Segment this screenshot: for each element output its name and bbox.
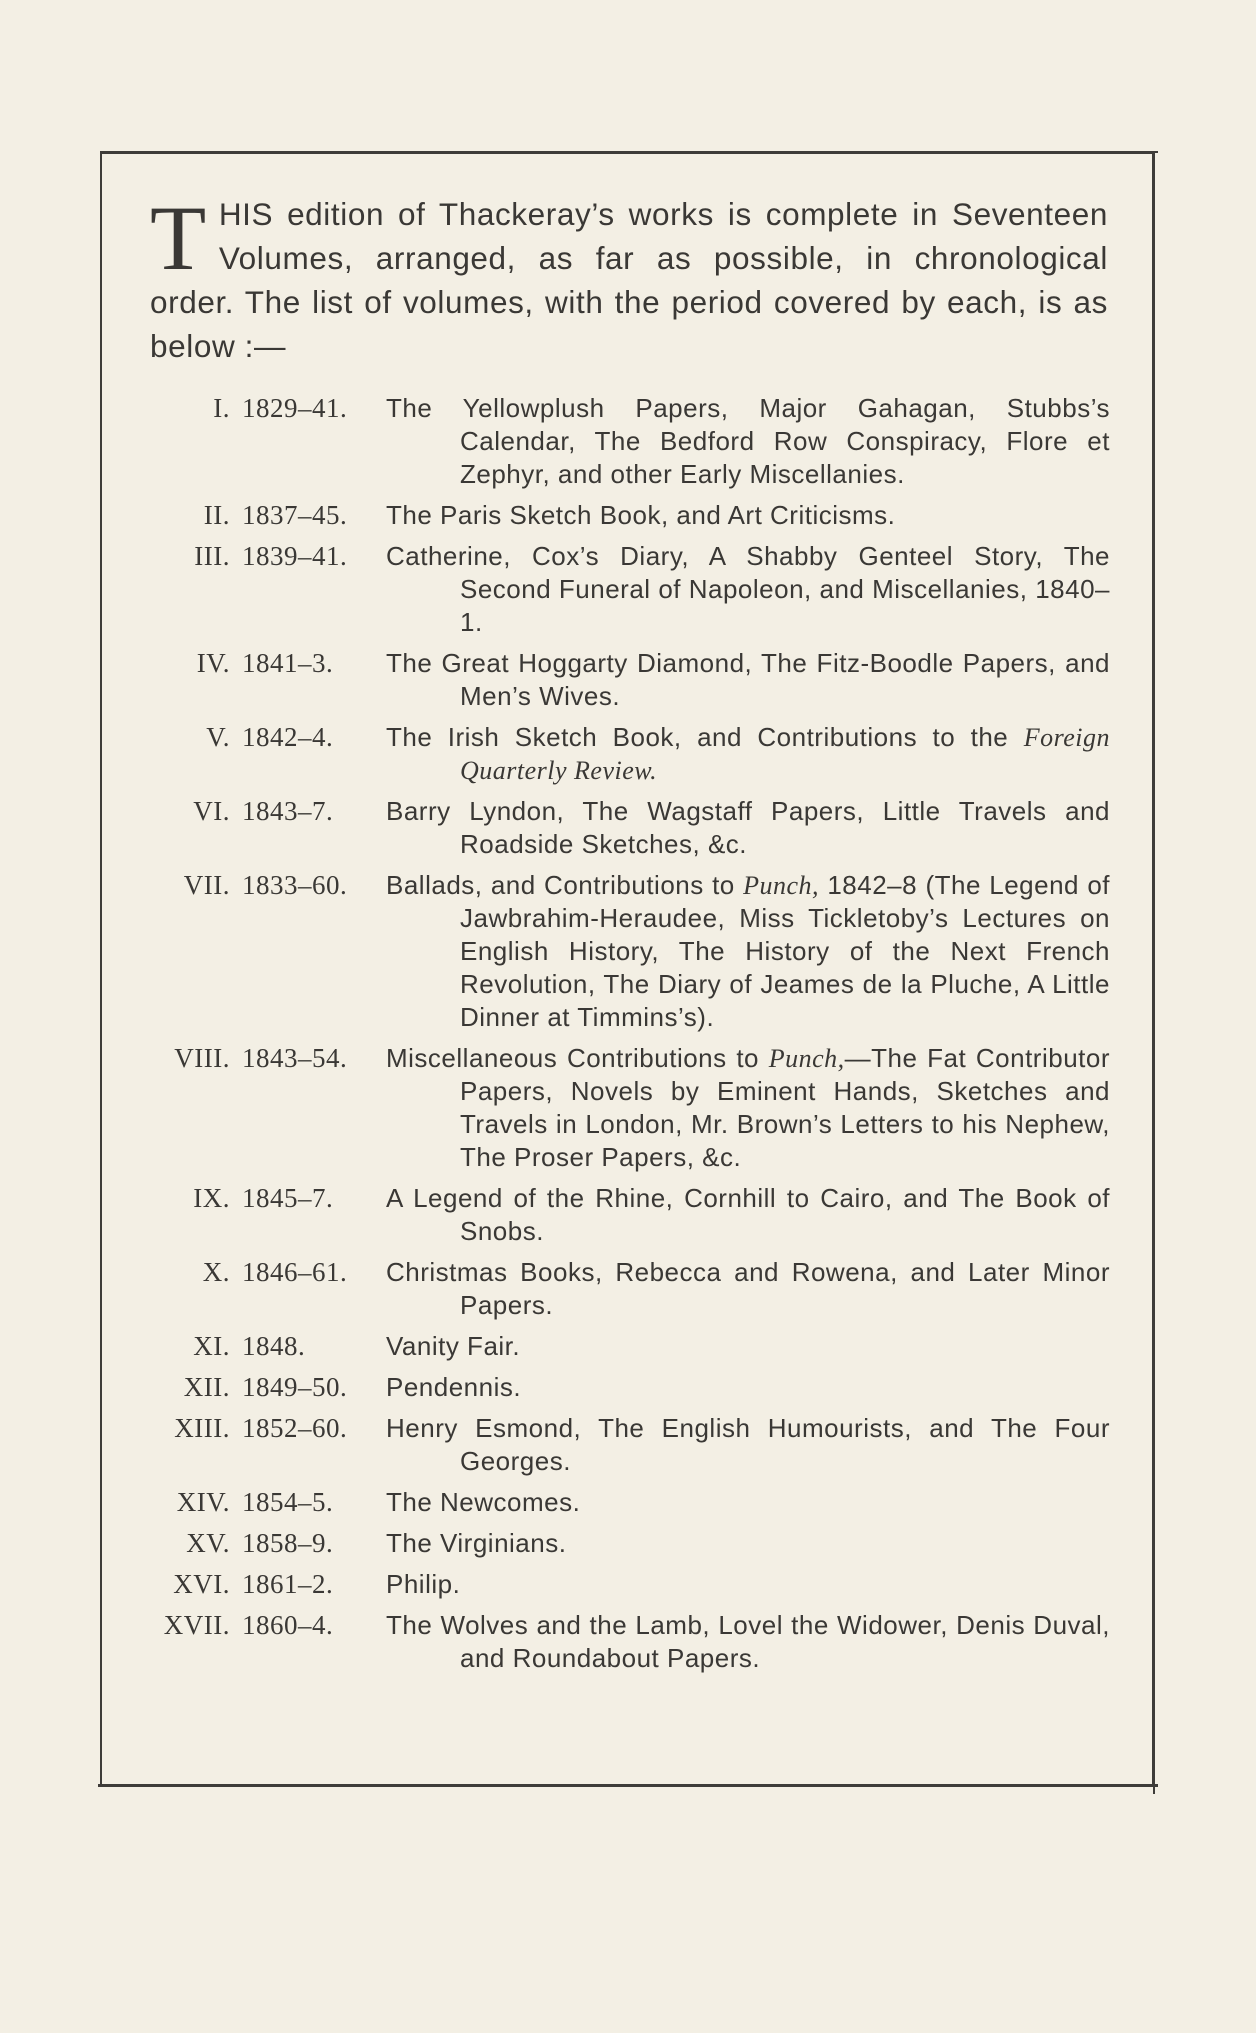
volume-number: XIII. [174, 1413, 230, 1443]
volume-entry [150, 1609, 1110, 1675]
intro-text: HIS edition of Thackeray’s works is complete in Seventeen Volumes, arranged, as far as possible, in chronological order. The list of volumes, with the period covered by each, is as below :— [150, 196, 1108, 364]
volume-contents [386, 1527, 1110, 1560]
volume-text: Pendennis. [386, 1372, 522, 1402]
volume-list [150, 392, 1110, 1683]
volume-number: I. [213, 393, 230, 423]
intro-paragraph [150, 187, 1108, 368]
volume-number: XI. [193, 1331, 230, 1361]
volume-entry [150, 1371, 1110, 1404]
volume-years: 1829–41. [242, 393, 348, 423]
volume-contents [386, 1256, 1110, 1322]
volume-contents [386, 1371, 1110, 1404]
volume-contents [386, 1330, 1110, 1363]
volume-entry [150, 869, 1110, 1034]
volume-years: 1842–4. [242, 722, 334, 752]
volume-entry [150, 647, 1110, 713]
volume-years: 1837–45. [242, 500, 348, 530]
volume-text: The Wolves and the Lamb, Lovel the Widower, Denis Duval, and Roundabout Papers. [386, 1610, 1110, 1673]
volume-entry [150, 1330, 1110, 1363]
volume-years: 1860–4. [242, 1610, 334, 1640]
volume-years: 1854–5. [242, 1487, 334, 1517]
volume-contents [386, 869, 1110, 1034]
volume-years: 1843–7. [242, 796, 334, 826]
volume-number: XV. [186, 1528, 230, 1558]
volume-italic-title: Foreign Quarterly Review. [460, 723, 1110, 785]
volume-entry [150, 1412, 1110, 1478]
volume-years: 1843–54. [242, 1043, 348, 1073]
volume-entry [150, 1568, 1110, 1601]
volume-text: The Virginians. [386, 1528, 567, 1558]
volume-entry [150, 392, 1110, 491]
volume-text: Miscellaneous Contributions to [386, 1043, 769, 1073]
volume-years: 1861–2. [242, 1569, 334, 1599]
volume-number: III. [194, 541, 230, 571]
volume-text: Christmas Books, Rebecca and Rowena, and Later Minor Papers. [386, 1257, 1110, 1320]
volume-text: Vanity Fair. [386, 1331, 521, 1361]
volume-text: The Yellowplush Papers, Major Gahagan, Stubbs’s Calendar, The Bedford Row Conspiracy, Flore et Zephyr, and other Early Miscellanies. [386, 393, 1110, 489]
volume-contents [386, 392, 1110, 491]
volume-contents [386, 1568, 1110, 1601]
volume-contents [386, 795, 1110, 861]
volume-number: VIII. [174, 1043, 230, 1073]
volume-text: Philip. [386, 1569, 461, 1599]
volume-years: 1845–7. [242, 1183, 334, 1213]
volume-entry [150, 721, 1110, 787]
volume-years: 1839–41. [242, 541, 348, 571]
volume-contents [386, 721, 1110, 787]
volume-entry [150, 1486, 1110, 1519]
volume-entry [150, 1042, 1110, 1174]
volume-number: X. [202, 1257, 230, 1287]
volume-years: 1846–61. [242, 1257, 348, 1287]
volume-number: II. [203, 500, 230, 530]
volume-number: VI. [193, 796, 230, 826]
border-bottom-rule [98, 1784, 1158, 1787]
volume-number: IX. [193, 1183, 230, 1213]
volume-entry [150, 1256, 1110, 1322]
volume-years: 1849–50. [242, 1372, 348, 1402]
volume-text: A Legend of the Rhine, Cornhill to Cairo, and The Book of Snobs. [386, 1183, 1110, 1246]
volume-number: XII. [183, 1372, 230, 1402]
volume-text: The Paris Sketch Book, and Art Criticisms. [386, 500, 896, 530]
volume-text-continued: —The Fat Contributor Papers, Novels by Eminent Hands, Sketches and Travels in London, Mr. Brown’s Letters to his Nephew, The Proser Papers, &c. [460, 1043, 1110, 1172]
border-right-rule [1153, 151, 1155, 1794]
volume-entry [150, 795, 1110, 861]
volume-contents [386, 1412, 1110, 1478]
volume-number: XVII. [163, 1610, 230, 1640]
volume-text: Henry Esmond, The English Humourists, and The Four Georges. [386, 1413, 1110, 1476]
volume-contents [386, 647, 1110, 713]
volume-number: V. [206, 722, 230, 752]
volume-italic-title: Punch, [743, 871, 820, 900]
volume-years: 1858–9. [242, 1528, 334, 1558]
volume-text: Ballads, and Contributions to [386, 870, 744, 900]
volume-entry [150, 499, 1110, 532]
volume-contents [386, 1042, 1110, 1174]
volume-contents [386, 1609, 1110, 1675]
volume-entry [150, 1182, 1110, 1248]
volume-text: Catherine, Cox’s Diary, A Shabby Genteel Story, The Second Funeral of Napoleon, and Miscellanies, 1840–1. [386, 541, 1110, 637]
volume-number: VII. [183, 870, 230, 900]
volume-contents [386, 499, 1110, 532]
volume-years: 1852–60. [242, 1413, 348, 1443]
volume-text: The Great Hoggarty Diamond, The Fitz-Boodle Papers, and Men’s Wives. [386, 648, 1110, 711]
volume-number: XVI. [173, 1569, 230, 1599]
volume-entry [150, 540, 1110, 639]
volume-text: Barry Lyndon, The Wagstaff Papers, Little Travels and Roadside Sketches, &c. [386, 796, 1110, 859]
volume-contents [386, 540, 1110, 639]
volume-number: IV. [196, 648, 230, 678]
volume-entry [150, 1527, 1110, 1560]
volume-text: The Newcomes. [386, 1487, 581, 1517]
volume-years: 1833–60. [242, 870, 348, 900]
volume-text-continued: 1842–8 (The Legend of Jawbrahim-Heraudee, Miss Tickletoby’s Lectures on English History, The History of the Next French Revolution, The Diary of Jeames de la Pluche, A Little Dinner at Timmins’s). [460, 870, 1111, 1032]
volume-text: The Irish Sketch Book, and Contributions to the [386, 722, 1024, 752]
volume-contents [386, 1182, 1110, 1248]
volume-contents [386, 1486, 1110, 1519]
volume-number: XIV. [176, 1487, 230, 1517]
volume-italic-title: Punch, [768, 1044, 845, 1073]
drop-cap: T [150, 187, 207, 289]
volume-years: 1841–3. [242, 648, 334, 678]
volume-years: 1848. [242, 1331, 306, 1361]
border-top-rule [100, 151, 1158, 153]
